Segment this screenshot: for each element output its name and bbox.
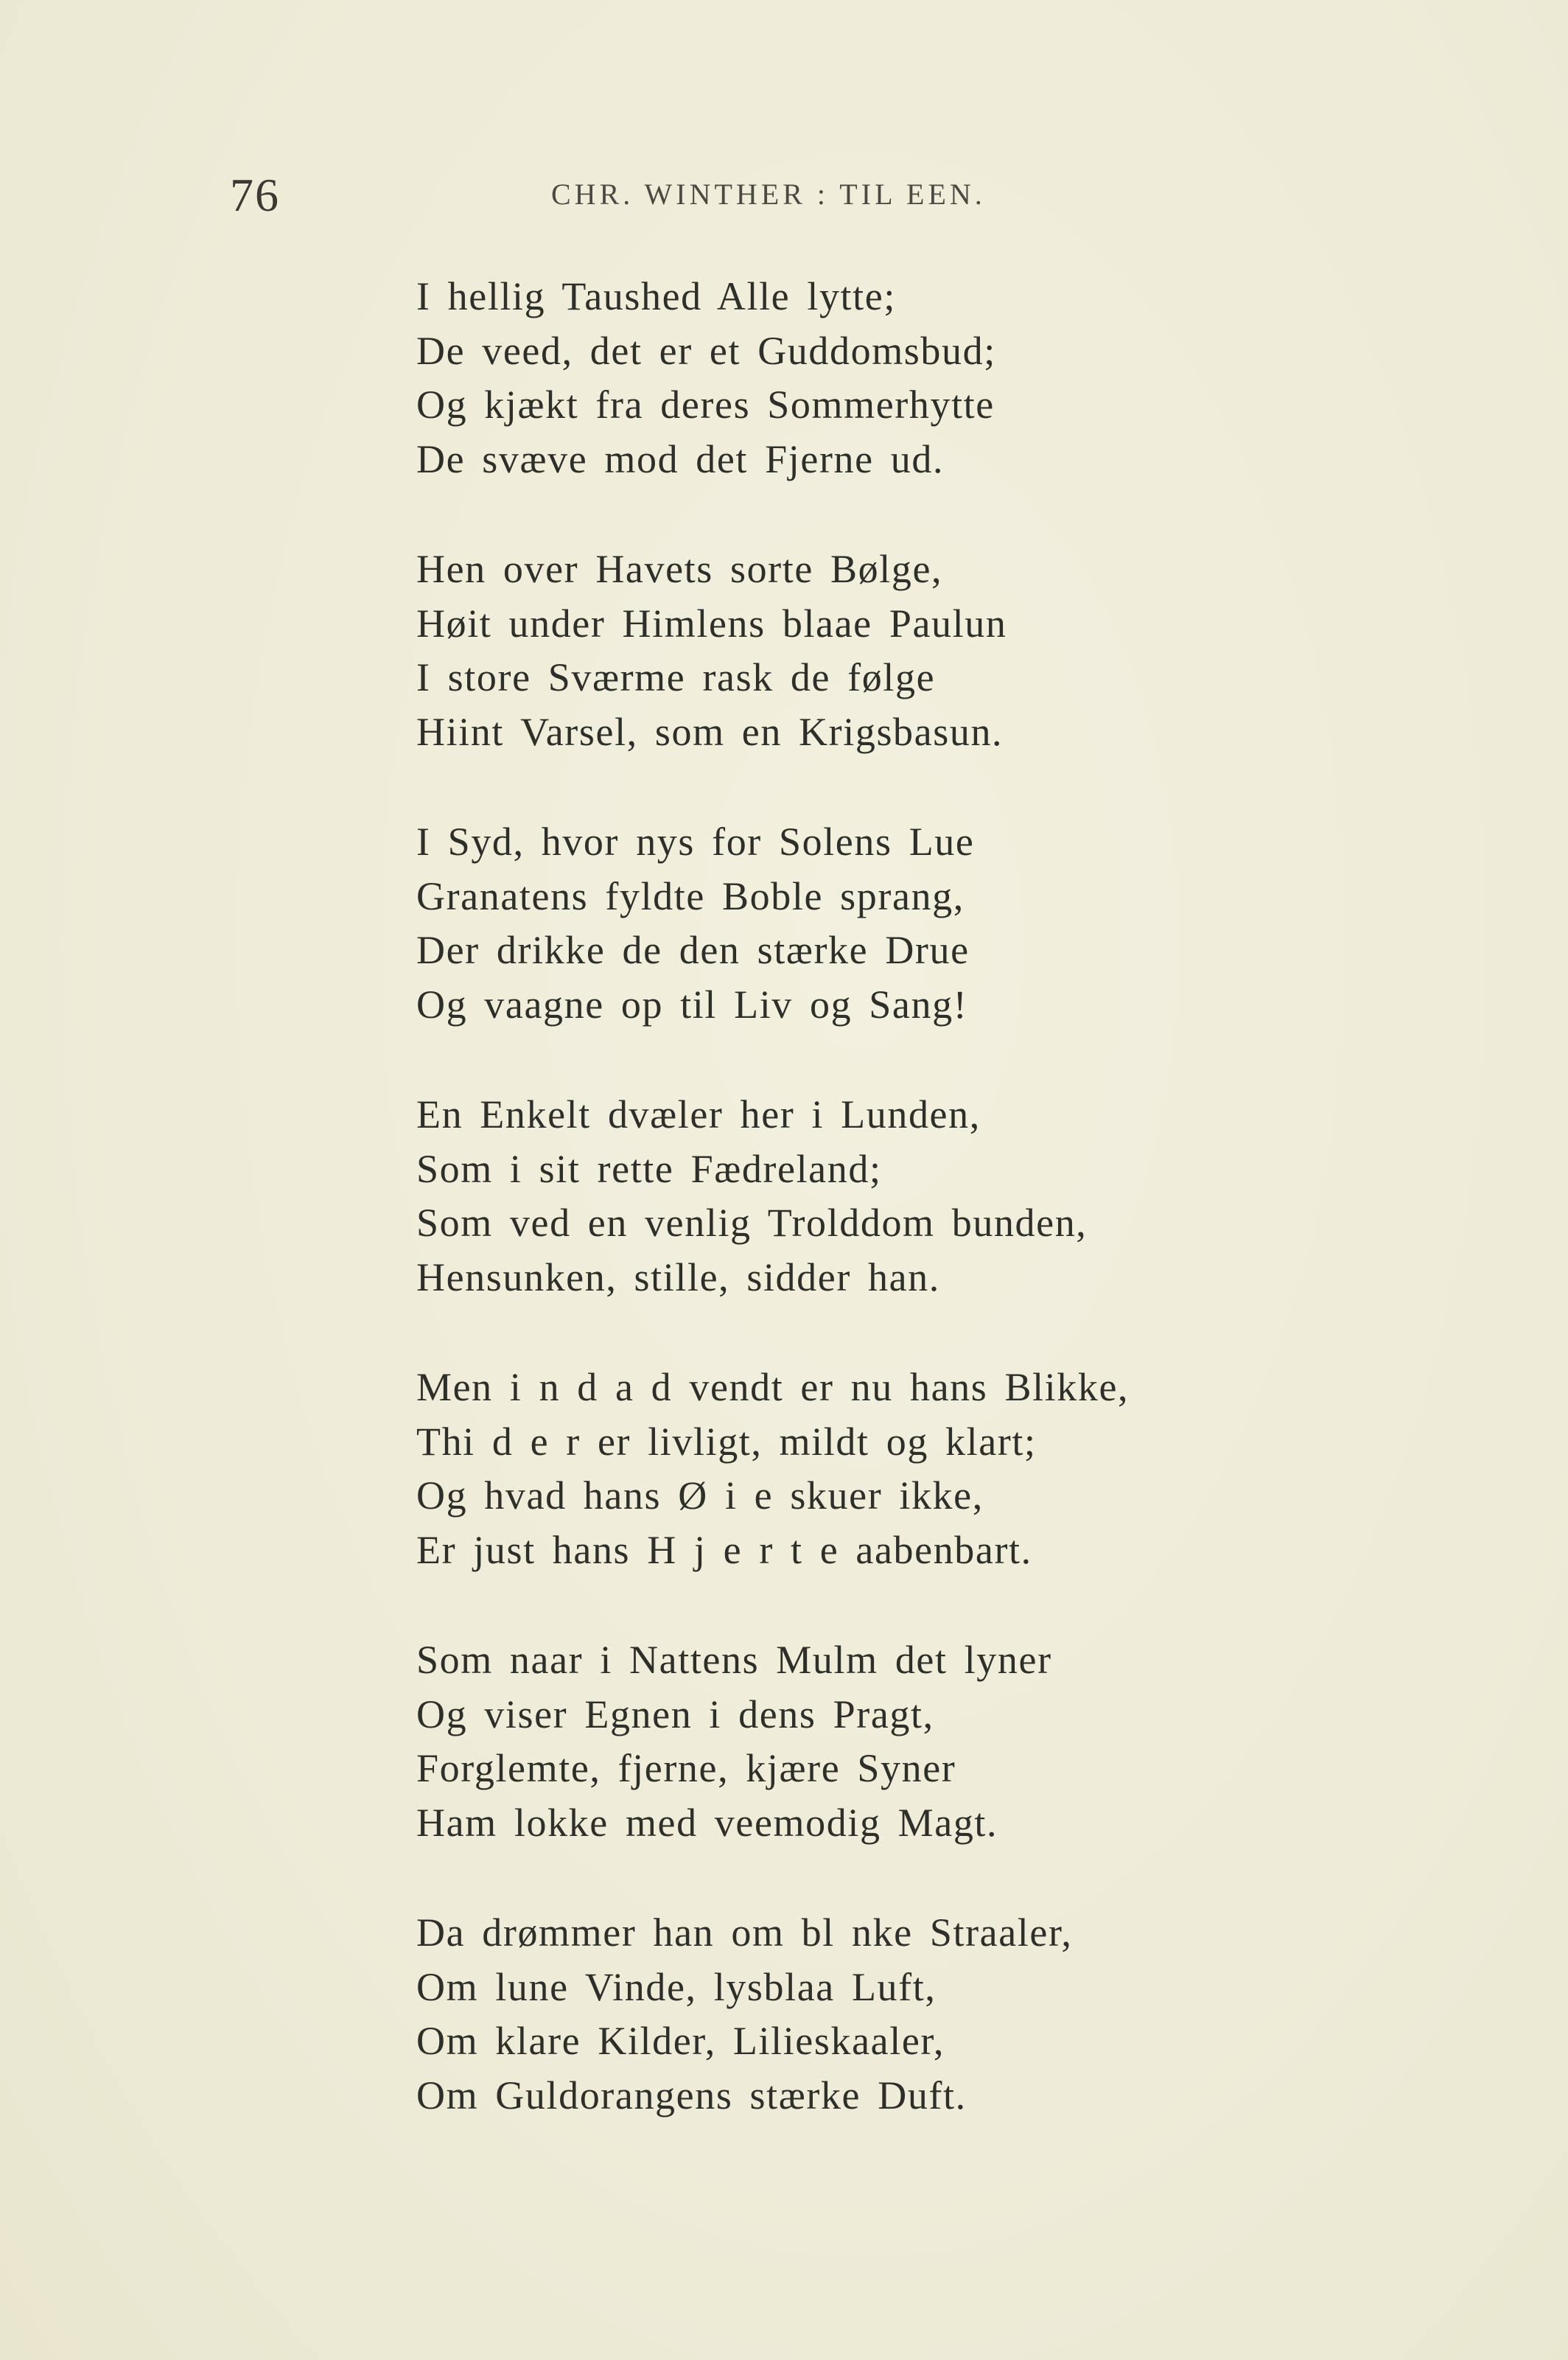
poem-line: Som i sit rette Fædreland; <box>416 1146 882 1191</box>
poem-line: Og viser Egnen i dens Pragt, <box>416 1692 934 1736</box>
poem-line: Om lune Vinde, lysblaa Luft, <box>416 1964 937 2009</box>
poem-line: En Enkelt dvæler her i Lunden, <box>416 1092 981 1137</box>
poem <box>416 270 1301 2179</box>
stanza <box>416 815 1301 1032</box>
poem-line: Da drømmer han om bl nke Straaler, <box>416 1910 1073 1955</box>
poem-line: Thi d e r er livligt, mildt og klart; <box>416 1419 1037 1464</box>
poem-line: Som naar i Nattens Mulm det lyner <box>416 1638 1052 1682</box>
poem-line: Og vaagne op til Liv og Sang! <box>416 982 968 1027</box>
poem-line: I hellig Taushed Alle lytte; <box>416 274 896 318</box>
stanza <box>416 1088 1301 1305</box>
poem-line: Hiint Varsel, som en Krigsbasun. <box>416 709 1004 754</box>
poem-line: Om Guldorangens stærke Duft. <box>416 2073 967 2118</box>
running-head: CHR. WINTHER : TIL EEN. <box>551 178 986 211</box>
stanza <box>416 542 1301 759</box>
poem-line: Er just hans H j e r t e aabenbart. <box>416 1527 1032 1572</box>
poem-line: Høit under Himlens blaae Paulun <box>416 601 1007 646</box>
poem-line: De svæve mod det Fjerne ud. <box>416 436 945 481</box>
page-number: 76 <box>230 169 280 221</box>
poem-line: Forglemte, fjerne, kjære Syner <box>416 1746 956 1790</box>
stanza <box>416 1633 1301 1850</box>
stanza <box>416 1361 1301 1577</box>
poem-line: Hen over Havets sorte Bølge, <box>416 547 943 591</box>
poem-line: I Syd, hvor nys for Solens Lue <box>416 820 975 864</box>
poem-line: Granatens fyldte Boble sprang, <box>416 873 965 918</box>
poem-line: Men i n d a d vendt er nu hans Blikke, <box>416 1365 1130 1409</box>
poem-line: Om klare Kilder, Lilieskaaler, <box>416 2019 945 2063</box>
stanza <box>416 270 1301 486</box>
stanza <box>416 1906 1301 2123</box>
poem-line: Og hvad hans Ø i e skuer ikke, <box>416 1473 984 1518</box>
poem-line: Der drikke de den stærke Drue <box>416 928 970 972</box>
poem-line: Og kjækt fra deres Sommerhytte <box>416 383 995 427</box>
poem-line: De veed, det er et Guddomsbud; <box>416 328 996 373</box>
poem-line: Ham lokke med veemodig Magt. <box>416 1800 998 1845</box>
poem-line: Som ved en venlig Trolddom bunden, <box>416 1201 1088 1245</box>
poem-line: Hensunken, stille, sidder han. <box>416 1254 940 1299</box>
poem-line: I store Sværme rask de følge <box>416 655 936 699</box>
